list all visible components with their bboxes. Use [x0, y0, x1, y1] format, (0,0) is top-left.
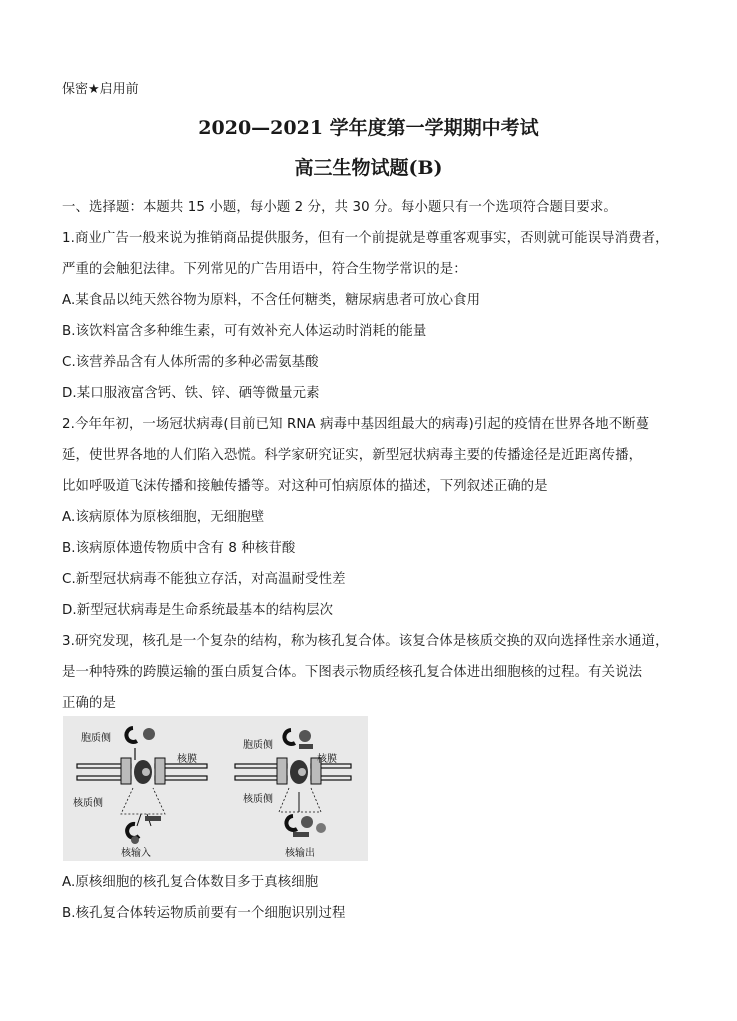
exam-title: 2020—2021 学年度第一学期期中考试 [198, 117, 539, 139]
right-membrane-label: 核膜 [317, 754, 337, 765]
exam-subtitle: 高三生物试题(B) [294, 157, 443, 179]
left-membrane-label: 核膜 [177, 754, 197, 765]
q3-option-b: B.核孔复合体转运物质前要有一个细胞识别过程 [62, 906, 346, 921]
q3-stem-line2: 是一种特殊的跨膜运输的蛋白质复合体。下图表示物质经核孔复合体进出细胞核的过程。有关说法 [62, 665, 643, 680]
q2-option-b: B.该病原体遗传物质中含有 8 种核苷酸 [62, 541, 296, 556]
export-cargo-bottom-icon [301, 816, 313, 828]
right-caption: 核输出 [285, 848, 315, 859]
left-cytoplasm-label: 胞质侧 [81, 733, 111, 744]
q2-stem-line2: 延，使世界各地的人们陷入恐慌。科学家研究证实，新型冠状病毒主要的传播途径是近距离传播， [62, 448, 643, 463]
right-nucleoplasm-label: 核质侧 [243, 794, 273, 805]
import-cargo-bottom-icon [131, 836, 139, 844]
left-pore-right-wall [155, 758, 165, 784]
q1-stem-line1: 1.商业广告一般来说为推销商品提供服务，但有一个前提就是尊重客观事实，否则就可能误导消费者， [62, 231, 669, 246]
nuclear-pore-figure [63, 716, 368, 861]
q2-stem-line3: 比如呼吸道飞沫传播和接触传播等。对这种可怕病原体的描述，下列叙述正确的是 [62, 479, 548, 494]
export-free-cargo-icon [316, 823, 326, 833]
left-caption: 核输入 [121, 848, 151, 859]
q3-stem-line3: 正确的是 [62, 696, 116, 711]
q1-stem-line2: 严重的会触犯法律。下列常见的广告用语中，符合生物学常识的是： [62, 262, 467, 277]
export-ran-top-icon [299, 744, 313, 749]
q2-option-c: C.新型冠状病毒不能独立存活，对高温耐受性差 [62, 572, 346, 587]
section-instruction: 一、选择题：本题共 15 小题，每小题 2 分，共 30 分。每小题只有一个选项符合题目要求。 [62, 200, 617, 215]
import-cargo-top-icon [143, 728, 155, 740]
export-ran-bottom-icon [293, 832, 309, 837]
q1-option-a: A.某食品以纯天然谷物为原料，不含任何糖类，糖尿病患者可放心食用 [62, 293, 481, 308]
export-cargo-top-icon [299, 730, 311, 742]
q1-option-d: D.某口服液富含钙、铁、锌、硒等微量元素 [62, 386, 320, 401]
nuclear-pore-diagram [63, 716, 368, 861]
right-cytoplasm-label: 胞质侧 [243, 740, 273, 751]
import-ran-icon [145, 816, 161, 821]
q1-option-b: B.该饮料富含多种维生素，可有效补充人体运动时消耗的能量 [62, 324, 427, 339]
q2-option-d: D.新型冠状病毒是生命系统最基本的结构层次 [62, 603, 334, 618]
q2-stem-line1: 2.今年年初，一场冠状病毒(目前已知 RNA 病毒中基因组最大的病毒)引起的疫情在世界各地不断蔓 [62, 417, 650, 432]
left-nucleoplasm-label: 核质侧 [73, 798, 103, 809]
left-pore-cargo-icon [142, 768, 150, 776]
q1-option-c: C.该营养品含有人体所需的多种必需氨基酸 [62, 355, 319, 370]
left-pore-left-wall [121, 758, 131, 784]
secret-label: 保密★启用前 [62, 82, 139, 97]
right-pore-left-wall [277, 758, 287, 784]
q3-stem-line1: 3.研究发现，核孔是一个复杂的结构，称为核孔复合体。该复合体是核质交换的双向选择性亲水通道， [62, 634, 669, 649]
q3-option-a: A.原核细胞的核孔复合体数目多于真核细胞 [62, 875, 319, 890]
right-pore-cargo-icon [298, 768, 306, 776]
q2-option-a: A.该病原体为原核细胞，无细胞壁 [62, 510, 265, 525]
